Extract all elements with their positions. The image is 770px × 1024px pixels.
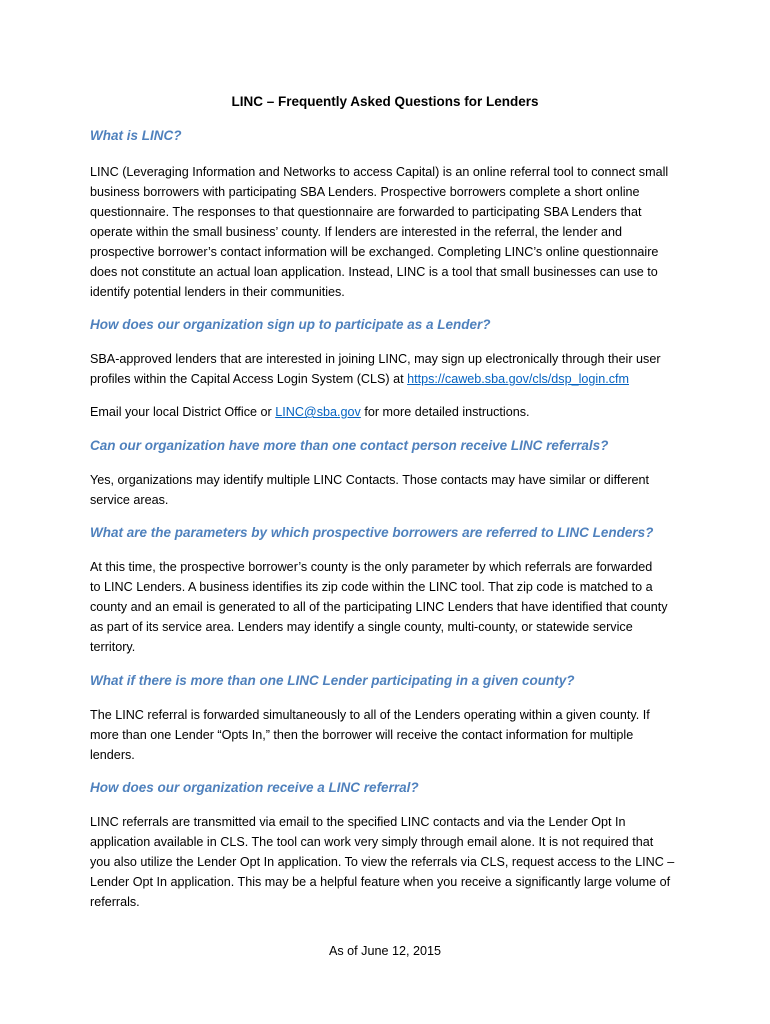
- email-instructions: [90, 402, 710, 422]
- text-line: LINC referrals are transmitted via email to the specified LINC contacts and via the Lender Opt In: [90, 815, 626, 829]
- answer-multiple-contacts: [90, 470, 710, 510]
- text-line: service areas.: [90, 493, 169, 507]
- question-multiple-lenders: What if there is more than one LINC Lender participating in a given county?: [90, 673, 575, 688]
- text-fragment: for more detailed instructions.: [360, 405, 530, 419]
- question-parameters: What are the parameters by which prospective borrowers are referred to LINC Lenders?: [90, 525, 654, 540]
- text-line: as part of its service area. Lenders may identify a single county, multi-county, or statewide service: [90, 620, 633, 634]
- text-line: [90, 369, 710, 389]
- page-title: LINC – Frequently Asked Questions for Lenders: [231, 94, 539, 109]
- answer-multiple-lenders: [90, 705, 710, 765]
- text-line: application available in CLS. The tool can work very simply through email alone. It is not required that: [90, 835, 654, 849]
- text-line: county and an email is generated to all of the participating LINC Lenders that have identified that county: [90, 600, 668, 614]
- text-line: identify potential lenders in their communities.: [90, 285, 345, 299]
- text-line: Lender Opt In application. This may be a helpful feature when you receive a significantly large volume of: [90, 875, 671, 889]
- text-line: questionnaire. The responses to that questionnaire are forwarded to participating SBA Lenders that: [90, 205, 642, 219]
- question-multiple-contacts: Can our organization have more than one contact person receive LINC referrals?: [90, 438, 609, 453]
- text-line: referrals.: [90, 895, 140, 909]
- question-sign-up: How does our organization sign up to participate as a Lender?: [90, 317, 491, 332]
- answer-receive-referral: [90, 812, 710, 912]
- text-fragment: profiles within the Capital Access Login System (CLS) at: [90, 372, 408, 386]
- text-fragment: Email your local District Office or: [90, 405, 276, 419]
- text-line: SBA-approved lenders that are interested in joining LINC, may sign up electronically through their user: [90, 352, 661, 366]
- answer-sign-up: [90, 349, 710, 389]
- text-line: business borrowers with participating SBA Lenders. Prospective borrowers complete a short online: [90, 185, 640, 199]
- answer-what-is-linc: [90, 162, 710, 302]
- text-line: At this time, the prospective borrower’s county is the only parameter by which referrals are forwarded: [90, 560, 653, 574]
- text-line: operate within the small business’ county. If lenders are interested in the referral, the lender and: [90, 225, 623, 239]
- text-line: prospective borrower’s contact information will be exchanged. Completing LINC’s online questionnaire: [90, 245, 659, 259]
- text-line: more than one Lender “Opts In,” then the borrower will receive the contact information for multiple: [90, 728, 634, 742]
- text-line: lenders.: [90, 748, 135, 762]
- text-line: to LINC Lenders. A business identifies its zip code within the LINC tool. That zip code is matched to a: [90, 580, 653, 594]
- question-receive-referral: How does our organization receive a LINC referral?: [90, 780, 419, 795]
- text-line: The LINC referral is forwarded simultaneously to all of the Lenders operating within a given county. If: [90, 708, 650, 722]
- answer-parameters: [90, 557, 710, 657]
- text-line: territory.: [90, 640, 136, 654]
- text-line: LINC (Leveraging Information and Networks to access Capital) is an online referral tool to connect small: [90, 165, 669, 179]
- linc-email-link[interactable]: LINC@sba.gov: [275, 405, 361, 419]
- cls-login-link[interactable]: https://caweb.sba.gov/cls/dsp_login.cfm: [407, 372, 629, 386]
- text-line: you also utilize the Lender Opt In application. To view the referrals via CLS, request access to the LINC –: [90, 855, 675, 869]
- question-what-is-linc: What is LINC?: [90, 128, 182, 143]
- text-line: does not constitute an actual loan application. Instead, LINC is a tool that small businesses can use to: [90, 265, 658, 279]
- text-line: [90, 402, 710, 422]
- text-line: Yes, organizations may identify multiple LINC Contacts. Those contacts may have similar or different: [90, 473, 650, 487]
- document-date-footer: As of June 12, 2015: [328, 944, 442, 958]
